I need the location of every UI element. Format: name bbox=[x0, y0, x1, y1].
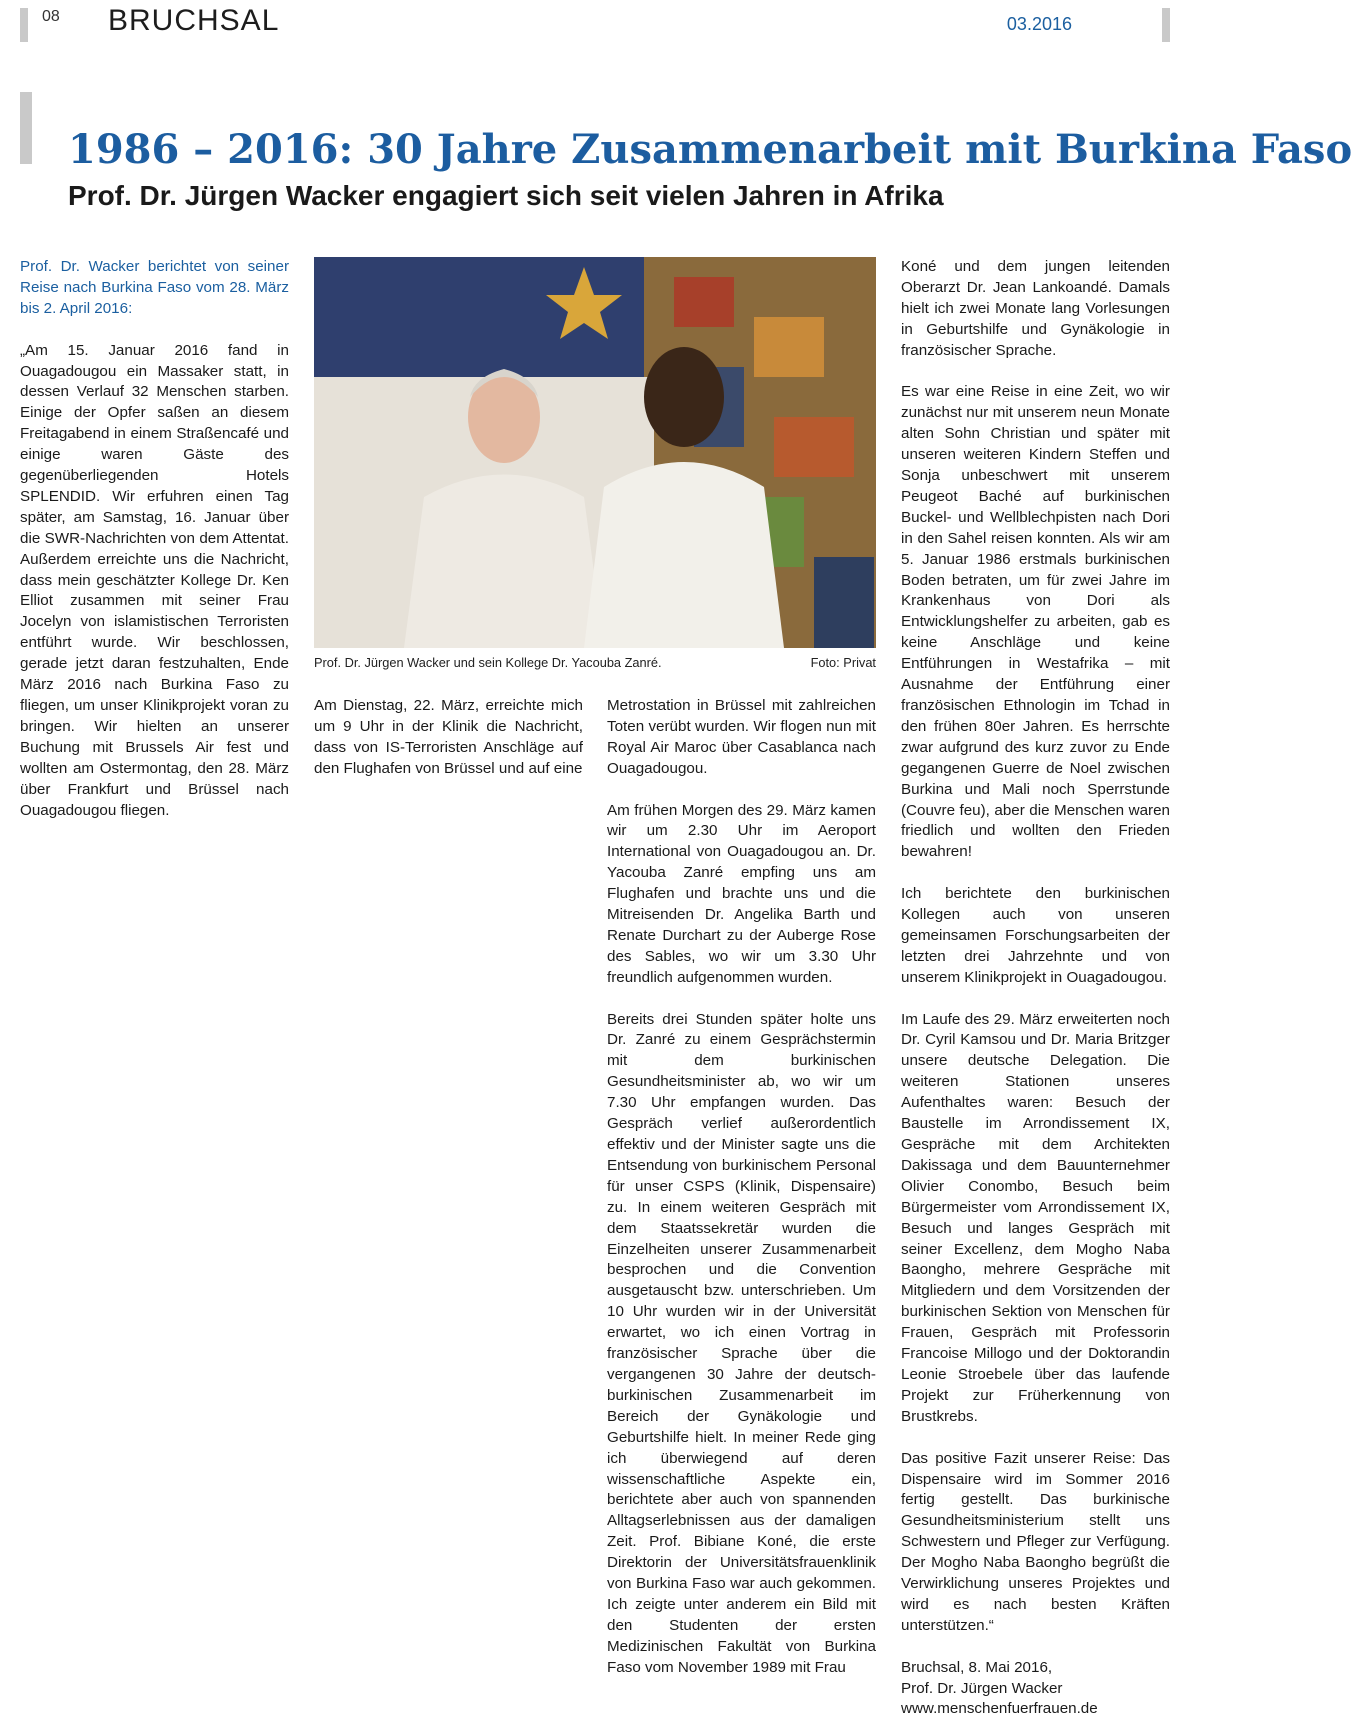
paragraph: Bereits drei Stunden später holte uns Dr. Zanré zu einem Gesprächstermin mit dem burkinischen Gesundheitsminister ab, wo wir um 7.30 Uhr empfangen wurden. Das Gespräch verlief außerordentlich effektiv und der Minister sagte uns die Entsendung von burkinischem Personal für unser CSPS (Klinik, Dispensaire) zu. In einem weiteren Gespräch mit dem Staatssekretär wurden die Einzelheiten unserer Zusammenarbeit besprochen und die Convention ausgetauscht bzw. unterschrieben. Um 10 Uhr wurden wir in der Universität erwartet, wo ich einen Vortrag in französischer Sprache über die vergangenen 30 Jahre der deutsch-burkinischen Zusammenarbeit im Bereich der Gynäkologie und Geburtshilfe hielt. In meiner Rede ging ich überwiegend auf deren wissenschaftliche Aspekte ein, berichtete aber auch von spannenden Alltagserlebnissen aus der damaligen Zeit. Prof. Bibiane Koné, die erste Direktorin der Universitätsfrauenklinik von Burkina Faso war auch gekommen. Ich zeigte unter anderem ein Bild mit den Studenten der ersten Medizinischen Fakultät von Burkina Faso vom November 1989 mit Frau bbox=[607, 1010, 876, 1676]
article-photo bbox=[314, 257, 876, 648]
article-intro: Prof. Dr. Wacker berichtet von seiner Reise nach Burkina Faso vom 28. März bis 2. April 2016: bbox=[20, 258, 289, 317]
paragraph: Ich berichtete den burkinischen Kollegen auch von unseren gemeinsamen Forschungsarbeiten der letzten drei Jahrzehnte und von unserem Klinikprojekt in Ouagadougou. bbox=[901, 885, 1170, 986]
article-subtitle: Prof. Dr. Jürgen Wacker engagiert sich seit vielen Jahren in Afrika bbox=[68, 180, 944, 211]
paragraph: Koné und dem jungen leitenden Oberarzt Dr. Jean Lankoandé. Damals hielt ich zwei Monate lang Vorlesungen in Geburtshilfe und Gynäkologie in französischer Sprache. bbox=[901, 258, 1170, 359]
column-1 bbox=[20, 257, 289, 821]
paragraph: Metrostation in Brüssel mit zahlreichen Toten verübt wurden. Wir flogen nun mit Royal Air Maroc über Casablanca nach Ouagadougou. bbox=[607, 697, 876, 777]
paragraph: Am Dienstag, 22. März, erreichte mich um 9 Uhr in der Klinik die Nachricht, dass von IS-Terroristen Anschläge auf den Flughafen von Brüssel und auf eine bbox=[314, 697, 583, 777]
article-title: 1986 – 2016: 30 Jahre Zusammenarbeit mit Burkina Faso bbox=[68, 126, 1352, 173]
signature-place-date: Bruchsal, 8. Mai 2016, bbox=[901, 1658, 1053, 1676]
paragraph: Das positive Fazit unserer Reise: Das Dispensaire wird im Sommer 2016 fertig gestellt. Das burkinische Gesundheitsministerium stellt uns Schwestern und Pfleger zur Verfügung. Der Mogho Naba Baongho begrüßt die Verwirklichung unseres Projektes und wird es nach besten Kräften unterstützen.“ bbox=[901, 1449, 1170, 1634]
caption-text: Prof. Dr. Jürgen Wacker und sein Kollege Dr. Yacouba Zanré. bbox=[314, 655, 662, 670]
signature-website: www.menschenfuerfrauen.de bbox=[901, 1700, 1098, 1718]
section-title: BRUCHSAL bbox=[108, 4, 280, 37]
paragraph: Es war eine Reise in eine Zeit, wo wir zunächst nur mit unserem neun Monate alten Sohn Christian und später mit unseren weiteren Kindern Steffen und Sonja unbeschwert mit unserem Peugeot Baché auf burkinischen Buckel- und Wellblechpisten nach Dori in den Sahel reisen konnten. Als wir am 5. Januar 1986 erstmals burkinischen Boden betraten, um für zwei Jahre im Krankenhaus von Dori als Entwicklungshelfer zu arbeiten, gab es keine Anschläge und keine Entführungen in Westafrika – mit Ausnahme der Entführung einer französischen Ethnologin im Tchad in den frühen 80er Jahren. Es herrschte zwar aufgrund des kurz zuvor zu Ende gegangenen Guerre de Noel zwischen Burkina und Mali noch Sperrstunde (Couvre feu), aber die Menschen waren friedlich und wollten den Frieden bewahren! bbox=[901, 383, 1170, 861]
column-2 bbox=[314, 696, 583, 780]
photo-caption bbox=[314, 655, 876, 670]
column-4 bbox=[901, 257, 1170, 1720]
paragraph: Am frühen Morgen des 29. März kamen wir um 2.30 Uhr im Aeroport International von Ouagadougou an. Dr. Yacouba Zanré empfing uns am Flughafen und brachte uns und die Mitreisenden Dr. Angelika Barth und Renate Durchart zu der Auberge Rose des Sables, wo wir um 3.30 Uhr freundlich aufgenommen wurden. bbox=[607, 801, 876, 986]
paragraph: Im Laufe des 29. März erweiterten noch Dr. Cyril Kamsou und Dr. Maria Britzger unsere deutsche Delegation. Die weiteren Stationen unseres Aufenthaltes waren: Besuch der Baustelle im Arrondissement IX, Gespräche mit dem Architekten Dakissaga und dem Bauunternehmer Olivier Conombo, Besuch beim Bürgermeister vom Arrondissement IX, Besuch und langes Gespräch mit seiner Excellenz, dem Mogho Naba Baongho, mehrere Gespräche mit Mitgliedern und dem Vorsitzenden der burkinischen Sektion von Menschen für Frauen, Gespräch mit Professorin Francoise Millogo und der Doktorandin Leonie Stroebele über das laufende Projekt zur Früherkennung von Brustkrebs. bbox=[901, 1010, 1170, 1425]
signature-author: Prof. Dr. Jürgen Wacker bbox=[901, 1679, 1063, 1697]
column-3 bbox=[607, 696, 876, 1679]
signature bbox=[901, 1658, 1170, 1720]
photo-credit: Foto: Privat bbox=[810, 655, 876, 670]
issue-date: 03.2016 bbox=[1006, 14, 1072, 34]
page-number: 08 bbox=[42, 8, 60, 25]
header-left-bar bbox=[20, 8, 28, 42]
header-right-bar bbox=[1162, 8, 1170, 42]
title-accent-bar bbox=[20, 92, 32, 164]
paragraph: „Am 15. Januar 2016 fand in Ouagadougou ein Massaker statt, in dessen Verlauf 32 Menschen starben. Einige der Opfer saßen an diesem Freitagabend in einem Straßencafé und einige waren Gäste des gegenüberliegenden Hotels SPLENDID. Wir erfuhren einen Tag später, am Samstag, 16. Januar über die SWR-Nachrichten von dem Attentat. Außerdem erreichte uns die Nachricht, dass mein geschätzter Kollege Dr. Ken Elliot zusammen mit seiner Frau Jocelyn von islamistischen Terroristen entführt wurde. Wir beschlossen, gerade jetzt daran festzuhalten, Ende März 2016 nach Burkina Faso zu fliegen, um unser Klinikprojekt voran zu bringen. Wir hielten an unserer Buchung mit Brussels Air fest und wollten am Ostermontag, den 28. März über Frankfurt und Brüssel nach Ouagadougou fliegen. bbox=[20, 341, 289, 819]
photo-illustration bbox=[314, 257, 876, 648]
